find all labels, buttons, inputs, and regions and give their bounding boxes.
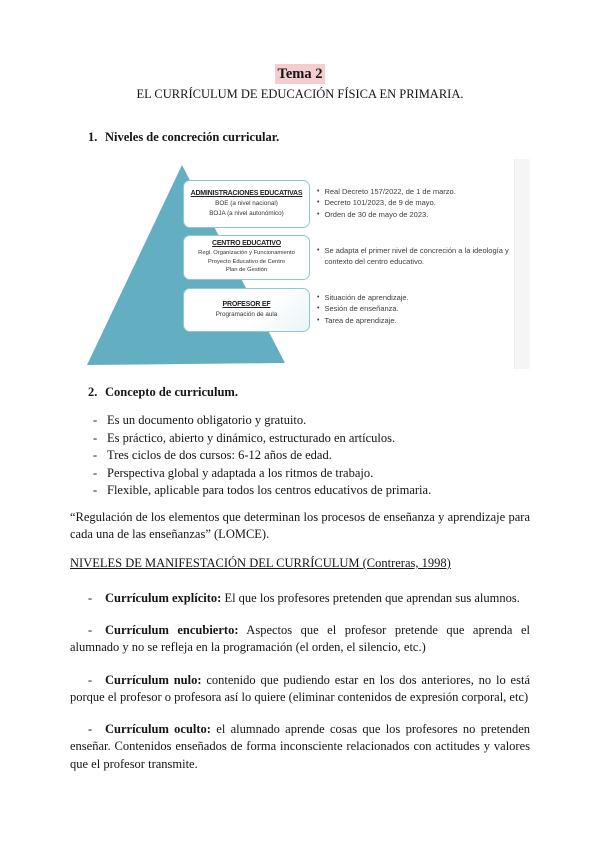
definition-term: Currículum explícito:: [105, 591, 222, 605]
definition-curriculum-explicito: [70, 590, 530, 608]
bullet-text: Real Decreto 157/2022, de 1 de marzo.: [324, 187, 456, 196]
section1-heading: [70, 129, 530, 146]
definition-curriculum-encubierto: [70, 622, 530, 657]
list-item: [70, 447, 530, 465]
list-item: [70, 465, 530, 483]
dash-marker: -: [93, 448, 98, 462]
document-header: [70, 0, 530, 103]
level2-line1: Regl. Organización y Funcionamiento: [198, 249, 295, 256]
definition-curriculum-oculto: [70, 721, 530, 774]
bullet-text: Sesión de enseñanza.: [324, 304, 399, 314]
bullet-item: [317, 303, 529, 314]
level2-line3: Plan de Gestión: [225, 267, 268, 274]
level2-title: CENTRO EDUCATIVO: [211, 239, 281, 247]
bullet-icon: •: [317, 188, 320, 195]
section2-number: 2.: [88, 385, 98, 399]
section2-title: Concepto de curriculum.: [105, 385, 238, 399]
bullet-item: [317, 186, 529, 197]
level2-bullets: [317, 245, 517, 268]
list-item-text: Perspectiva global y adaptada a los ritmos de trabajo.: [107, 465, 374, 480]
dash-marker: -: [88, 622, 93, 637]
dash-marker: -: [88, 721, 93, 736]
list-item: [70, 430, 530, 448]
definition-text: el alumnado aprende cosas que los profesores no pretenden enseñar. Contenidos enseñados de forma inconsciente relacionados con actitudes y valores que el profesor transmite.: [70, 721, 531, 771]
list-item-text: Es un documento obligatorio y gratuito.: [107, 413, 307, 427]
bullet-item: [317, 292, 529, 303]
bullet-icon: •: [317, 247, 320, 254]
level2-line2: Proyecto Educativo de Centro: [207, 258, 285, 265]
dash-marker: -: [93, 483, 98, 497]
page-subtitle: EL CURRÍCULUM DE EDUCACIÓN FÍSICA EN PRIMARIA.: [136, 87, 464, 101]
bullet-text: Situación de aprendizaje.: [324, 293, 409, 302]
lomce-quote: “Regulación de los elementos que determinan los procesos de enseñanza y aprendizaje para cada una de las enseñanzas” (LOMCE).: [70, 509, 530, 541]
level1-title: ADMINISTRACIONES EDUCATIVAS: [190, 189, 303, 197]
bullet-text: Decreto 101/2023, de 9 de mayo.: [324, 198, 436, 208]
bullet-icon: •: [317, 210, 320, 218]
definition-curriculum-nulo: [70, 672, 530, 707]
list-item-text: Flexible, aplicable para todos los centros educativos de primaria.: [107, 483, 432, 497]
dash-marker: -: [93, 430, 98, 445]
bullet-item: [317, 209, 529, 220]
bullet-text: Tarea de aprendizaje.: [324, 315, 397, 325]
level1-line1: BOE (a nivel nacional): [215, 199, 278, 207]
bullet-icon: •: [317, 294, 320, 301]
bullet-text: Se adapta el primer nivel de concreción a la ideología y contexto del centro educativo.: [324, 246, 509, 267]
bullet-item: [317, 245, 517, 268]
definition-text: Aspectos que el profesor pretende que aprenda el alumnado y no se refleja en la programación (el orden, el silencio, etc.): [70, 622, 530, 654]
level3-line1: Programación de aula: [215, 310, 278, 318]
section1-title: Niveles de concreción curricular.: [105, 130, 280, 144]
level1-line2: BOJA (a nivel autonómico): [209, 209, 284, 217]
bullet-item: [317, 315, 529, 326]
section1-number: 1.: [88, 130, 98, 144]
document-body: [70, 0, 530, 786]
definition-text: El que los profesores pretenden que aprendan sus alumnos.: [224, 591, 520, 605]
list-item: [70, 482, 530, 500]
bullet-item: [317, 197, 529, 208]
list-item-text: Es práctico, abierto y dinámico, estructurado en artículos.: [107, 430, 396, 445]
level-box-administraciones: [183, 180, 310, 228]
bullet-icon: •: [317, 305, 320, 313]
bullet-icon: •: [317, 199, 320, 207]
page-title: Tema 2: [275, 64, 326, 84]
definition-text: contenido que pudiendo estar en los dos anteriores, no lo está porque el profesor o profesora así lo quiere (eliminar contenidos de expresión corporal, etc): [70, 672, 530, 704]
level1-bullets: [317, 186, 529, 220]
level3-bullets: [317, 292, 529, 326]
dash-marker: -: [88, 591, 93, 605]
concept-list: [70, 412, 530, 500]
definition-term: Currículum encubierto:: [105, 622, 239, 637]
dash-marker: -: [93, 413, 98, 427]
section2-heading: [70, 384, 530, 401]
definition-term: Currículum oculto:: [105, 721, 211, 736]
level-box-centro-educativo: [183, 235, 310, 280]
level3-title: PROFESOR EF: [222, 300, 271, 308]
list-item-text: Tres ciclos de dos cursos: 6-12 años de edad.: [107, 448, 332, 462]
level-box-profesor-ef: [183, 288, 310, 332]
list-item: [70, 412, 530, 430]
dash-marker: -: [88, 672, 93, 687]
bullet-icon: •: [317, 316, 320, 324]
dash-marker: -: [93, 465, 98, 480]
definition-term: Currículum nulo:: [105, 672, 202, 687]
curriculum-levels-diagram: [85, 159, 530, 369]
manifestation-heading: NIVELES DE MANIFESTACIÓN DEL CURRÍCULUM (Contreras, 1998): [70, 556, 451, 570]
bullet-text: Orden de 30 de mayo de 2023.: [324, 209, 429, 219]
